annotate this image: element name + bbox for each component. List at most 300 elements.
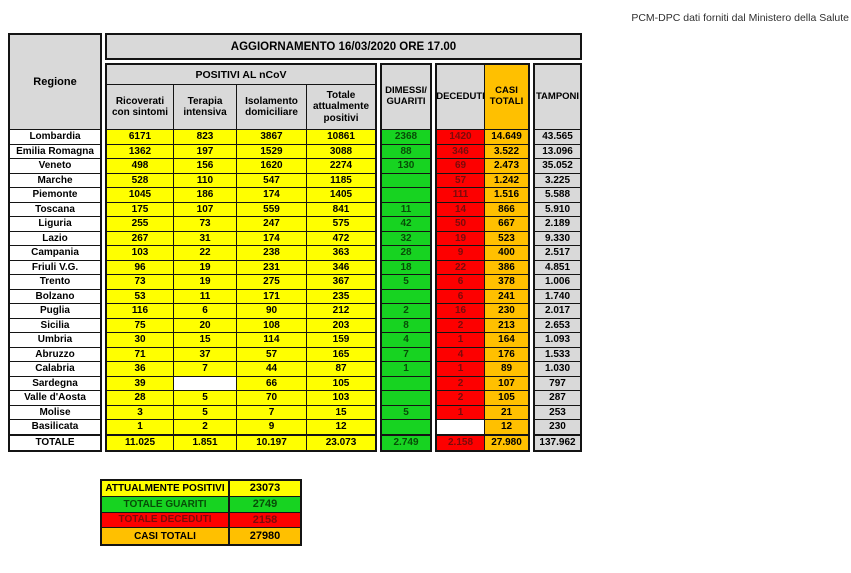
cell-ricoverati: 75	[107, 319, 174, 333]
cell-terapia: 5	[174, 406, 237, 420]
cell-ricoverati: 30	[107, 333, 174, 347]
cell-ricoverati: 39	[107, 377, 174, 391]
cell-deceduti: 1	[437, 362, 485, 376]
cell-deceduti: 1420	[437, 130, 485, 144]
cell-tamponi: 35.052	[535, 159, 580, 173]
cell-ricoverati: 1045	[107, 188, 174, 202]
cell-tamponi: 253	[535, 406, 580, 420]
cell-region: Emilia Romagna	[10, 145, 100, 159]
cell-ricoverati: 36	[107, 362, 174, 376]
table-row	[437, 203, 528, 218]
cell-region: Marche	[10, 174, 100, 188]
table-row	[382, 217, 430, 232]
cell-totale_positivi: 203	[307, 319, 375, 333]
cell-terapia: 2	[174, 420, 237, 434]
table-row	[382, 203, 430, 218]
cell-terapia: 6	[174, 304, 237, 318]
table-total-row	[382, 435, 430, 451]
cell-terapia: 156	[174, 159, 237, 173]
table-row	[10, 304, 100, 319]
cell-deceduti: 6	[437, 290, 485, 304]
cell-deceduti: 19	[437, 232, 485, 246]
cell-region: Veneto	[10, 159, 100, 173]
tamponi-rows	[535, 130, 580, 450]
table-row	[10, 391, 100, 406]
cell-ricoverati: 267	[107, 232, 174, 246]
table-row	[382, 246, 430, 261]
cell-casi_totali: 230	[485, 304, 528, 318]
cell-terapia: 110	[174, 174, 237, 188]
cell-dimessi: 2368	[382, 130, 430, 144]
cell-dimessi	[382, 420, 430, 434]
cell-terapia: 31	[174, 232, 237, 246]
dimessi-group	[380, 63, 432, 452]
cell-casi_totali: 27.980	[485, 436, 528, 451]
cell-ricoverati: 1362	[107, 145, 174, 159]
cell-dimessi: 4	[382, 333, 430, 347]
cell-tamponi: 2.653	[535, 319, 580, 333]
table-row	[535, 275, 580, 290]
cell-deceduti: 50	[437, 217, 485, 231]
table-row	[382, 130, 430, 145]
table-row	[437, 217, 528, 232]
table-row	[535, 261, 580, 276]
table-row	[437, 261, 528, 276]
cell-tamponi: 43.565	[535, 130, 580, 144]
table-row	[535, 232, 580, 247]
cell-deceduti: 14	[437, 203, 485, 217]
summary-label: TOTALE DECEDUTI	[102, 513, 230, 528]
table-row	[382, 319, 430, 334]
covid-data-table	[8, 33, 582, 452]
deceduti-casi-group	[435, 63, 530, 452]
table-row	[382, 159, 430, 174]
summary-label: ATTUALMENTE POSITIVI	[102, 481, 230, 496]
cell-totale_positivi: 212	[307, 304, 375, 318]
cell-deceduti	[437, 420, 485, 434]
cell-totale_positivi: 10861	[307, 130, 375, 144]
table-row	[535, 188, 580, 203]
summary-value: 2749	[252, 498, 278, 511]
cell-dimessi	[382, 377, 430, 391]
cell-isolamento: 70	[237, 391, 307, 405]
table-row	[382, 261, 430, 276]
cell-casi_totali: 866	[485, 203, 528, 217]
cell-tamponi: 1.533	[535, 348, 580, 362]
cell-region: Bolzano	[10, 290, 100, 304]
table-row	[10, 420, 100, 435]
cell-dimessi	[382, 290, 430, 304]
cell-dimessi: 5	[382, 406, 430, 420]
cell-ricoverati: 96	[107, 261, 174, 275]
cell-region: Umbria	[10, 333, 100, 347]
region-rows	[10, 130, 100, 450]
column-groups	[105, 63, 582, 452]
cell-deceduti: 2.158	[437, 436, 485, 451]
table-row	[382, 232, 430, 247]
table-row	[437, 348, 528, 363]
summary-row	[102, 481, 300, 497]
table-row	[382, 362, 430, 377]
table-row	[382, 174, 430, 189]
positivi-group	[105, 63, 377, 452]
cell-deceduti: 22	[437, 261, 485, 275]
cell-region: Friuli V.G.	[10, 261, 100, 275]
cell-totale_positivi: 12	[307, 420, 375, 434]
cell-terapia: 1.851	[174, 436, 237, 451]
cell-dimessi: 11	[382, 203, 430, 217]
summary-label: CASI TOTALI	[102, 528, 230, 544]
cell-isolamento: 1620	[237, 159, 307, 173]
table-row	[535, 159, 580, 174]
table-row	[535, 333, 580, 348]
table-row	[535, 290, 580, 305]
summary-row	[102, 528, 300, 544]
table-row	[437, 232, 528, 247]
cell-casi_totali: 2.473	[485, 159, 528, 173]
table-row	[10, 130, 100, 145]
cell-ricoverati: 498	[107, 159, 174, 173]
table-row	[437, 406, 528, 421]
summary-value: 27980	[249, 530, 281, 543]
table-row	[382, 304, 430, 319]
cell-dimessi: 8	[382, 319, 430, 333]
table-row	[535, 174, 580, 189]
cell-deceduti: 57	[437, 174, 485, 188]
cell-region: Abruzzo	[10, 348, 100, 362]
data-columns-area	[105, 33, 582, 452]
table-row	[382, 188, 430, 203]
cell-terapia	[174, 377, 237, 391]
cell-terapia: 5	[174, 391, 237, 405]
cell-totale_positivi: 367	[307, 275, 375, 289]
cell-region: Calabria	[10, 362, 100, 376]
table-row	[437, 145, 528, 160]
table-row	[107, 304, 375, 319]
cell-region: Trento	[10, 275, 100, 289]
table-row	[382, 406, 430, 421]
cell-casi_totali: 176	[485, 348, 528, 362]
cell-deceduti: 2	[437, 377, 485, 391]
cell-tamponi: 2.189	[535, 217, 580, 231]
cell-ricoverati: 116	[107, 304, 174, 318]
positivi-subheaders	[107, 85, 375, 130]
region-column-header: Regione	[10, 35, 100, 130]
cell-region: Valle d'Aosta	[10, 391, 100, 405]
table-row	[382, 348, 430, 363]
col-header-ricoverati: Ricoverati con sintomi	[107, 85, 174, 129]
table-row	[382, 275, 430, 290]
table-row	[10, 333, 100, 348]
cell-isolamento: 1529	[237, 145, 307, 159]
cell-totale_positivi: 87	[307, 362, 375, 376]
cell-casi_totali: 89	[485, 362, 528, 376]
table-total-row	[107, 435, 375, 451]
table-row	[382, 377, 430, 392]
table-row	[107, 333, 375, 348]
cell-totale_positivi: 575	[307, 217, 375, 231]
positivi-rows	[107, 130, 375, 450]
col-header-isolamento: Isolamento domiciliare	[237, 85, 307, 129]
cell-region: Campania	[10, 246, 100, 260]
cell-casi_totali: 241	[485, 290, 528, 304]
cell-isolamento: 174	[237, 188, 307, 202]
table-row	[535, 420, 580, 435]
table-row	[535, 217, 580, 232]
cell-totale_positivi: 472	[307, 232, 375, 246]
cell-dimessi: 1	[382, 362, 430, 376]
cell-region: TOTALE	[10, 436, 100, 451]
positivi-group-header: POSITIVI AL nCoV	[107, 65, 375, 85]
table-row	[10, 159, 100, 174]
table-title: AGGIORNAMENTO 16/03/2020 ORE 17.00	[105, 33, 582, 60]
table-row	[437, 275, 528, 290]
cell-isolamento: 57	[237, 348, 307, 362]
table-row	[535, 145, 580, 160]
table-row	[10, 406, 100, 421]
cell-ricoverati: 73	[107, 275, 174, 289]
cell-casi_totali: 164	[485, 333, 528, 347]
table-row	[107, 261, 375, 276]
table-row	[535, 348, 580, 363]
cell-tamponi: 4.851	[535, 261, 580, 275]
cell-terapia: 19	[174, 275, 237, 289]
cell-terapia: 73	[174, 217, 237, 231]
cell-ricoverati: 71	[107, 348, 174, 362]
table-row	[382, 420, 430, 435]
cell-terapia: 19	[174, 261, 237, 275]
cell-totale_positivi: 1185	[307, 174, 375, 188]
cell-tamponi: 137.962	[535, 436, 580, 451]
cell-isolamento: 559	[237, 203, 307, 217]
cell-totale_positivi: 363	[307, 246, 375, 260]
deceduti-casi-rows	[437, 130, 528, 450]
table-row	[107, 159, 375, 174]
cell-terapia: 7	[174, 362, 237, 376]
table-row	[437, 246, 528, 261]
cell-dimessi: 32	[382, 232, 430, 246]
cell-casi_totali: 21	[485, 406, 528, 420]
cell-isolamento: 3867	[237, 130, 307, 144]
cell-totale_positivi: 346	[307, 261, 375, 275]
cell-dimessi: 130	[382, 159, 430, 173]
cell-isolamento: 547	[237, 174, 307, 188]
table-row	[437, 362, 528, 377]
region-column-group	[8, 33, 102, 452]
cell-isolamento: 90	[237, 304, 307, 318]
cell-tamponi: 1.740	[535, 290, 580, 304]
cell-deceduti: 1	[437, 406, 485, 420]
cell-region: Liguria	[10, 217, 100, 231]
table-row	[535, 377, 580, 392]
cell-region: Sardegna	[10, 377, 100, 391]
cell-terapia: 197	[174, 145, 237, 159]
cell-deceduti: 69	[437, 159, 485, 173]
cell-casi_totali: 3.522	[485, 145, 528, 159]
cell-deceduti: 16	[437, 304, 485, 318]
cell-terapia: 37	[174, 348, 237, 362]
table-row	[10, 217, 100, 232]
table-row	[10, 145, 100, 160]
cell-tamponi: 287	[535, 391, 580, 405]
cell-totale_positivi: 103	[307, 391, 375, 405]
cell-ricoverati: 175	[107, 203, 174, 217]
cell-isolamento: 114	[237, 333, 307, 347]
cell-tamponi: 230	[535, 420, 580, 434]
table-row	[535, 406, 580, 421]
table-row	[437, 377, 528, 392]
cell-region: Puglia	[10, 304, 100, 318]
table-row	[437, 290, 528, 305]
table-row	[382, 391, 430, 406]
cell-terapia: 22	[174, 246, 237, 260]
cell-casi_totali: 386	[485, 261, 528, 275]
cell-ricoverati: 28	[107, 391, 174, 405]
cell-ricoverati: 528	[107, 174, 174, 188]
cell-terapia: 186	[174, 188, 237, 202]
table-row	[107, 174, 375, 189]
table-row	[10, 319, 100, 334]
cell-region: Lombardia	[10, 130, 100, 144]
cell-tamponi: 3.225	[535, 174, 580, 188]
cell-deceduti: 111	[437, 188, 485, 202]
table-row	[107, 275, 375, 290]
cell-region: Sicilia	[10, 319, 100, 333]
table-row	[107, 246, 375, 261]
table-row	[535, 130, 580, 145]
cell-totale_positivi: 2274	[307, 159, 375, 173]
table-total-row	[437, 435, 528, 451]
cell-ricoverati: 103	[107, 246, 174, 260]
cell-terapia: 823	[174, 130, 237, 144]
cell-isolamento: 275	[237, 275, 307, 289]
cell-isolamento: 7	[237, 406, 307, 420]
cell-dimessi: 28	[382, 246, 430, 260]
cell-isolamento: 9	[237, 420, 307, 434]
cell-region: Toscana	[10, 203, 100, 217]
cell-terapia: 107	[174, 203, 237, 217]
cell-tamponi: 1.030	[535, 362, 580, 376]
table-row	[10, 232, 100, 247]
col-header-dimessi: DIMESSI/ GUARITI	[382, 65, 430, 130]
cell-tamponi: 5.910	[535, 203, 580, 217]
cell-dimessi: 88	[382, 145, 430, 159]
table-row	[107, 203, 375, 218]
table-row	[535, 362, 580, 377]
cell-casi_totali: 667	[485, 217, 528, 231]
summary-table	[100, 479, 302, 546]
cell-isolamento: 174	[237, 232, 307, 246]
tamponi-group	[533, 63, 582, 452]
col-header-terapia: Terapia intensiva	[174, 85, 237, 129]
cell-totale_positivi: 15	[307, 406, 375, 420]
cell-tamponi: 2.017	[535, 304, 580, 318]
cell-deceduti: 1	[437, 333, 485, 347]
cell-totale_positivi: 159	[307, 333, 375, 347]
table-row	[535, 304, 580, 319]
table-row	[437, 319, 528, 334]
table-row	[107, 377, 375, 392]
table-row	[10, 174, 100, 189]
cell-isolamento: 171	[237, 290, 307, 304]
cell-totale_positivi: 1405	[307, 188, 375, 202]
cell-casi_totali: 1.516	[485, 188, 528, 202]
table-row	[10, 348, 100, 363]
cell-ricoverati: 11.025	[107, 436, 174, 451]
table-row	[107, 420, 375, 435]
table-total-row	[10, 435, 100, 451]
cell-tamponi: 5.588	[535, 188, 580, 202]
cell-isolamento: 66	[237, 377, 307, 391]
table-row	[10, 290, 100, 305]
cell-tamponi: 797	[535, 377, 580, 391]
cell-ricoverati: 1	[107, 420, 174, 434]
dimessi-rows	[382, 130, 430, 450]
cell-deceduti: 4	[437, 348, 485, 362]
table-row	[535, 203, 580, 218]
cell-tamponi: 13.096	[535, 145, 580, 159]
table-row	[107, 130, 375, 145]
cell-isolamento: 108	[237, 319, 307, 333]
table-row	[10, 261, 100, 276]
col-header-tamponi: TAMPONI	[535, 65, 580, 130]
table-row	[107, 319, 375, 334]
table-row	[437, 130, 528, 145]
cell-casi_totali: 12	[485, 420, 528, 434]
cell-ricoverati: 6171	[107, 130, 174, 144]
cell-totale_positivi: 105	[307, 377, 375, 391]
table-row	[107, 232, 375, 247]
col-header-deceduti: DECEDUTI	[437, 65, 485, 129]
cell-dimessi: 5	[382, 275, 430, 289]
table-row	[107, 391, 375, 406]
cell-totale_positivi: 235	[307, 290, 375, 304]
cell-casi_totali: 523	[485, 232, 528, 246]
table-row	[535, 391, 580, 406]
summary-label: TOTALE GUARITI	[102, 497, 230, 512]
cell-terapia: 11	[174, 290, 237, 304]
cell-dimessi: 42	[382, 217, 430, 231]
table-row	[535, 246, 580, 261]
cell-casi_totali: 107	[485, 377, 528, 391]
table-row	[10, 246, 100, 261]
summary-row	[102, 513, 300, 529]
table-row	[437, 188, 528, 203]
table-row	[107, 217, 375, 232]
cell-casi_totali: 213	[485, 319, 528, 333]
cell-tamponi: 1.093	[535, 333, 580, 347]
source-note: PCM-DPC dati forniti dal Ministero della Salute	[631, 12, 849, 24]
table-row	[10, 188, 100, 203]
table-row	[107, 145, 375, 160]
table-row	[10, 275, 100, 290]
table-row	[107, 290, 375, 305]
cell-casi_totali: 14.649	[485, 130, 528, 144]
table-row	[437, 304, 528, 319]
table-row	[382, 333, 430, 348]
cell-dimessi: 18	[382, 261, 430, 275]
cell-totale_positivi: 3088	[307, 145, 375, 159]
summary-row	[102, 497, 300, 513]
cell-dimessi	[382, 174, 430, 188]
cell-totale_positivi: 165	[307, 348, 375, 362]
cell-dimessi: 7	[382, 348, 430, 362]
summary-value: 2158	[252, 513, 278, 526]
cell-totale_positivi: 841	[307, 203, 375, 217]
cell-deceduti: 2	[437, 319, 485, 333]
table-row	[437, 174, 528, 189]
table-row	[107, 348, 375, 363]
